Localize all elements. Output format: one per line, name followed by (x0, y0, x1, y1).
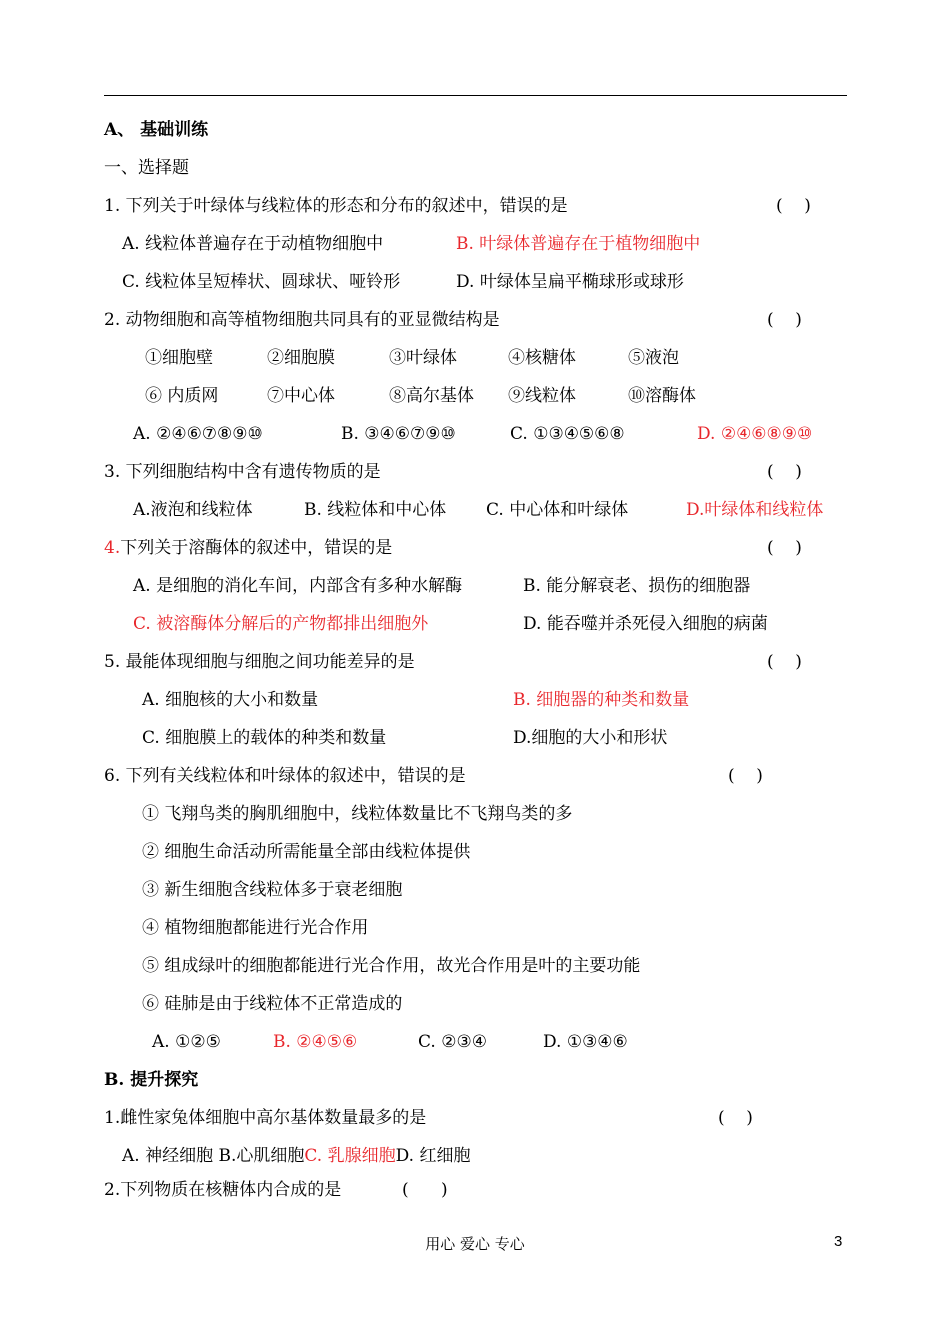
q2-answer-paren: ( ) (767, 310, 802, 330)
q1-option-d: D. 叶绿体呈扁平椭球形或球形 (456, 272, 684, 292)
q3-stem: 3. 下列细胞结构中含有遗传物质的是 (104, 462, 381, 482)
q3-option-c: C. 中心体和叶绿体 (486, 500, 629, 520)
q4-option-a: A. 是细胞的消化车间，内部含有多种水解酶 (133, 576, 463, 596)
q6-stem: 6. 下列有关线粒体和叶绿体的叙述中，错误的是 (104, 766, 466, 786)
q2-item: ①细胞壁 (145, 348, 213, 368)
b-q1-stem: 1.雌性家兔体细胞中高尔基体数量最多的是 (104, 1108, 427, 1128)
b-q2-stem: 2.下列物质在核糖体内合成的是 (104, 1180, 342, 1200)
b-q1-option-a: A. 神经细胞 (122, 1146, 214, 1166)
q1-option-c: C. 线粒体呈短棒状、圆球状、哑铃形 (122, 272, 401, 292)
q1-answer-paren: ( ) (776, 196, 811, 216)
q2-stem: 2. 动物细胞和高等植物细胞共同具有的亚显微结构是 (104, 310, 500, 330)
q3-option-a: A.液泡和线粒体 (133, 500, 253, 520)
q6-statement: ⑤ 组成绿叶的细胞都能进行光合作用，故光合作用是叶的主要功能 (142, 956, 641, 976)
b-q1-option-d: D. 红细胞 (395, 1146, 471, 1166)
q6-option-a: A. ①②⑤ (152, 1032, 221, 1052)
q2-item: ③叶绿体 (389, 348, 457, 368)
q2-item: ⑧高尔基体 (389, 386, 474, 406)
q6-answer-paren: ( ) (728, 766, 763, 786)
q4-stem-text: 下列关于溶酶体的叙述中，错误的是 (120, 538, 393, 558)
q2-item: ⑨线粒体 (508, 386, 576, 406)
q4-answer-paren: ( ) (767, 538, 802, 558)
q1-option-a: A. 线粒体普遍存在于动植物细胞中 (122, 234, 384, 254)
q5-option-c: C. 细胞膜上的载体的种类和数量 (142, 728, 387, 748)
b-q1-options (122, 1145, 470, 1167)
q2-option-a: A. ②④⑥⑦⑧⑨⑩ (133, 424, 263, 444)
q5-option-b: B. 细胞器的种类和数量 (513, 690, 690, 710)
q6-option-b: B. ②④⑤⑥ (273, 1032, 358, 1052)
b-q1-option-b: B.心肌细胞 (218, 1146, 305, 1166)
q2-item: ⑥ 内质网 (145, 386, 219, 406)
q6-statement: ③ 新生细胞含线粒体多于衰老细胞 (142, 880, 403, 900)
q4-number: 4. (104, 538, 121, 558)
b-q1-answer-paren: ( ) (718, 1108, 753, 1128)
b-q1-option-c: C. 乳腺细胞 (304, 1146, 396, 1166)
q3-answer-paren: ( ) (767, 462, 802, 482)
page-number: 3 (834, 1233, 843, 1250)
footer-motto: 用心 爱心 专心 (425, 1235, 525, 1253)
section-a-subtitle: 一、选择题 (104, 158, 189, 178)
q2-item: ⑤液泡 (628, 348, 679, 368)
section-a-title: A、 基础训练 (104, 120, 209, 140)
b-q2-answer-paren: ( ) (402, 1180, 448, 1200)
q2-item: ⑩溶酶体 (628, 386, 696, 406)
q5-stem: 5. 最能体现细胞与细胞之间功能差异的是 (104, 652, 415, 672)
q4-stem (104, 537, 392, 559)
q2-option-b: B. ③④⑥⑦⑨⑩ (341, 424, 456, 444)
q6-statement: ④ 植物细胞都能进行光合作用 (142, 918, 369, 938)
q5-option-d: D.细胞的大小和形状 (513, 728, 668, 748)
q6-statement: ⑥ 硅肺是由于线粒体不正常造成的 (142, 994, 403, 1014)
q3-option-b: B. 线粒体和中心体 (304, 500, 447, 520)
q5-option-a: A. 细胞核的大小和数量 (142, 690, 319, 710)
q6-statement: ① 飞翔鸟类的胸肌细胞中，线粒体数量比不飞翔鸟类的多 (142, 804, 573, 824)
q2-option-d: D. ②④⑥⑧⑨⑩ (697, 424, 813, 444)
q6-statement: ② 细胞生命活动所需能量全部由线粒体提供 (142, 842, 471, 862)
q1-stem: 1. 下列关于叶绿体与线粒体的形态和分布的叙述中，错误的是 (104, 196, 568, 216)
q3-option-d: D.叶绿体和线粒体 (686, 500, 824, 520)
q4-option-d: D. 能吞噬并杀死侵入细胞的病菌 (523, 614, 768, 634)
q2-item: ⑦中心体 (267, 386, 335, 406)
q6-option-d: D. ①③④⑥ (543, 1032, 628, 1052)
section-b-title: B. 提升探究 (104, 1070, 199, 1090)
header-rule (104, 95, 847, 96)
q2-item: ②细胞膜 (267, 348, 335, 368)
q2-option-c: C. ①③④⑤⑥⑧ (510, 424, 625, 444)
q4-option-c: C. 被溶酶体分解后的产物都排出细胞外 (133, 614, 429, 634)
q1-option-b: B. 叶绿体普遍存在于植物细胞中 (456, 234, 701, 254)
q4-option-b: B. 能分解衰老、损伤的细胞器 (523, 576, 751, 596)
q6-option-c: C. ②③④ (418, 1032, 487, 1052)
q2-item: ④核糖体 (508, 348, 576, 368)
q5-answer-paren: ( ) (767, 652, 802, 672)
